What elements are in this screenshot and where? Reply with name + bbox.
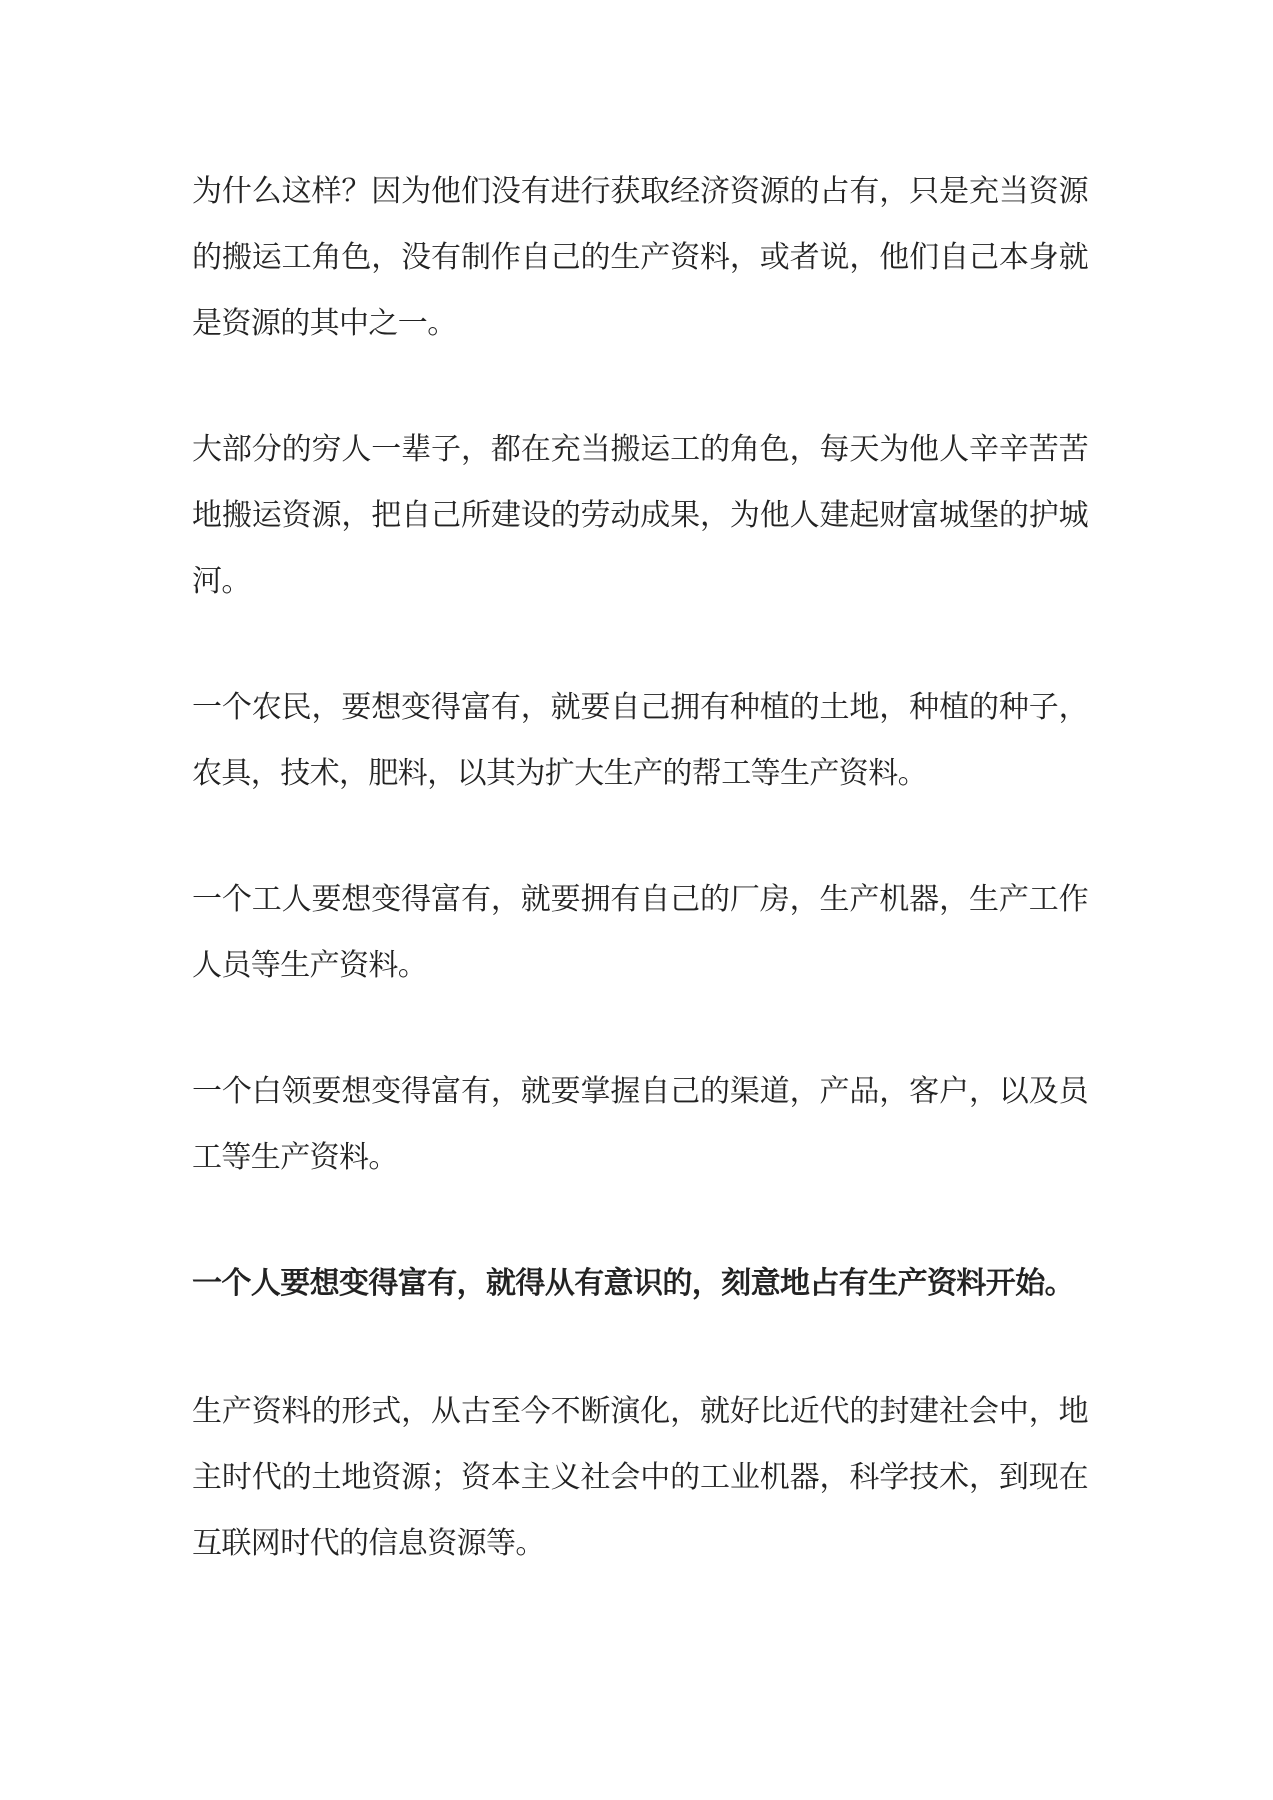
- paragraph-means-of-production: 生产资料的形式，从古至今不断演化，就好比近代的封建社会中，地主时代的土地资源；资本主义社会中的工业机器，科学技术，到现在互联网时代的信息资源等。: [192, 1394, 1088, 1561]
- paragraph-white-collar: 一个白领要想变得富有，就要掌握自己的渠道，产品，客户，以及员工等生产资料。: [192, 1074, 1088, 1175]
- paragraph-why-carriers: 为什么这样？因为他们没有进行获取经济资源的占有，只是充当资源的搬运工角色，没有制作自己的生产资料，或者说，他们自己本身就是资源的其中之一。: [192, 174, 1088, 341]
- article-body: [192, 159, 1088, 1637]
- paragraph-poor-carriers: 大部分的穷人一辈子，都在充当搬运工的角色，每天为他人辛辛苦苦地搬运资源，把自己所建设的劳动成果，为他人建起财富城堡的护城河。: [192, 432, 1088, 599]
- paragraph-farmer: 一个农民，要想变得富有，就要自己拥有种植的土地，种植的种子，农具，技术，肥料，以其为扩大生产的帮工等生产资料。: [192, 690, 1088, 791]
- paragraph-key-point: 一个人要想变得富有，就得从有意识的，刻意地占有生产资料开始。: [192, 1266, 1074, 1301]
- paragraph-worker: 一个工人要想变得富有，就要拥有自己的厂房，生产机器，生产工作人员等生产资料。: [192, 882, 1088, 983]
